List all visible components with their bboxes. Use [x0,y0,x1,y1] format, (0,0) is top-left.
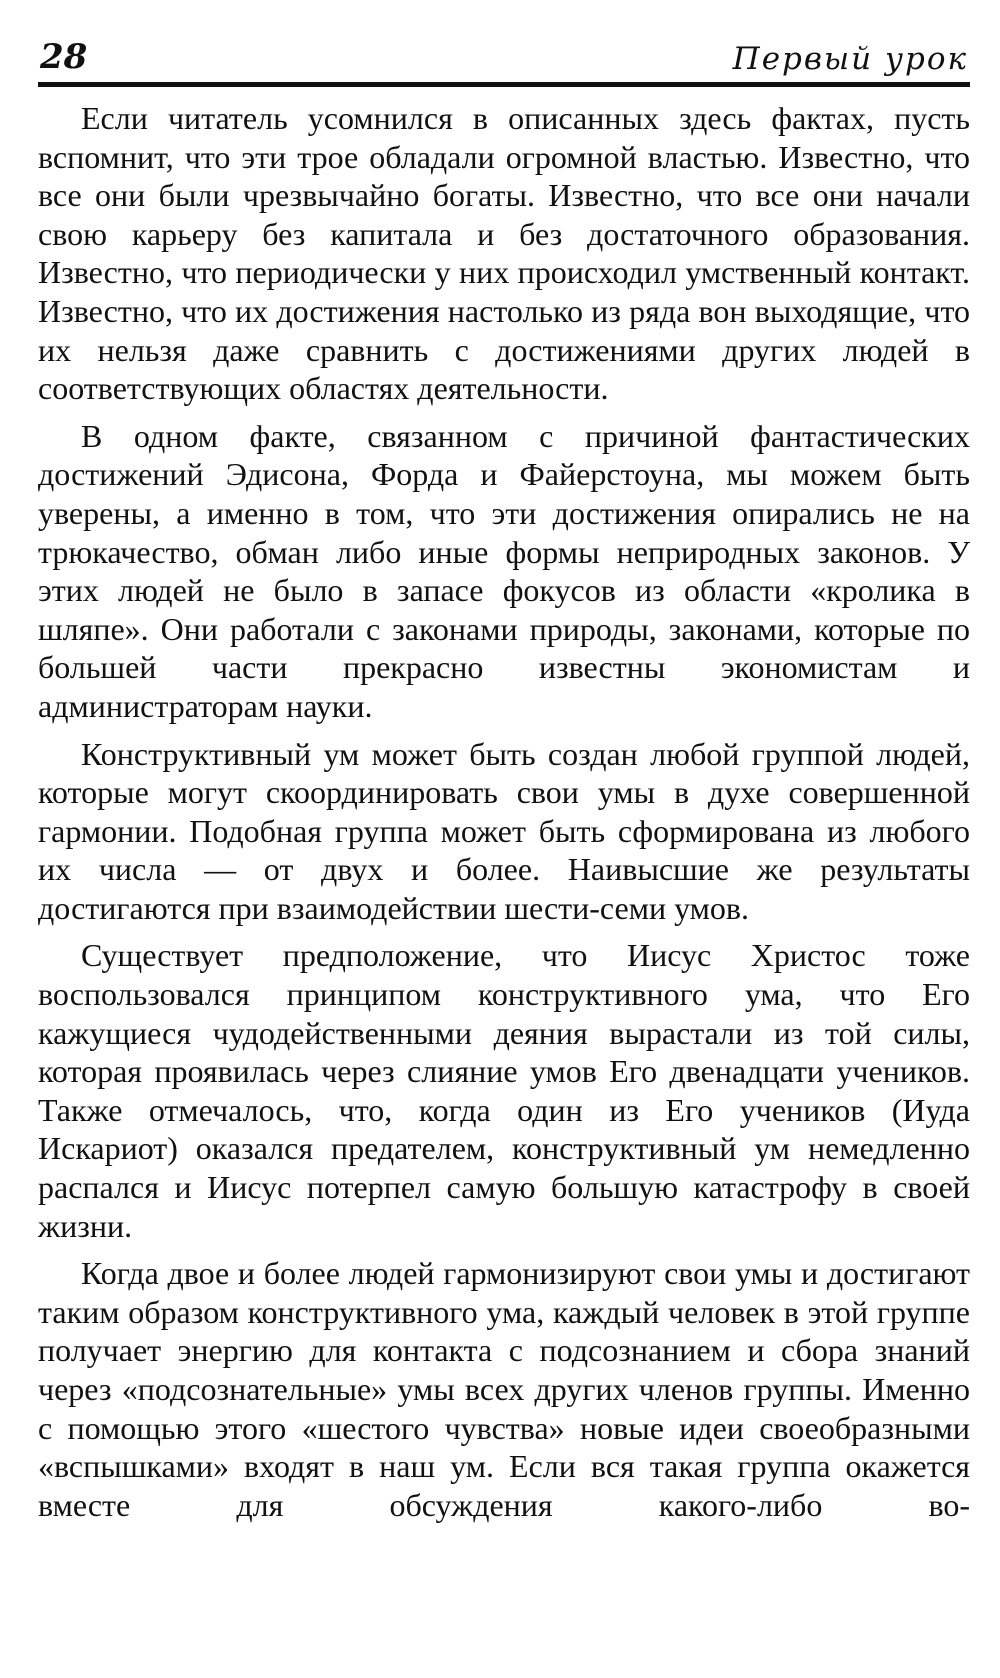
paragraph-constructive-mind: Конструктивный ум может быть создан любой группой людей, которые могут скоординировать свои умы в духе совершенной гармонии. Подобная группа может быть сформирована из любого их числа — от двух и более. Наивысшие же результаты достигаются при взаимодействии шести-семи умов. [38,735,970,926]
book-page [38,34,970,1524]
page-number: 28 [40,37,88,77]
paragraph-facts: Если читатель усомнился в описанных здесь фактах, пусть вспомнит, что эти трое обладали огромной властью. Известно, что все они были чрезвычайно богаты. Известно, что все они начали свою карьеру без капитала и без достаточного образования. Известно, что периодически у них происходил умственный контакт. Известно, что их достижения настолько из ряда вон выходящие, что их нельзя даже сравнить с достижениями других людей в соответствующих областях деятельности. [38,100,970,407]
paragraph-harmonized-minds: Когда двое и более людей гармонизируют свои умы и достигают таким образом конструктивного ума, каждый человек в этой группе получает энергию для контакта с подсознанием и сбора знаний через «подсознательные» умы всех других членов группы. Именно с помощью этого «шестого чувства» новые идеи своеобразными «вспышками» входят в наш ум. Если вся такая группа окажется вместе для обсуждения какого-либо во- [38,1255,970,1523]
body-text [38,99,970,1524]
paragraph-jesus-christ: Существует предположение, что Иисус Христос тоже воспользовался принципом конструктивного ума, что Его кажущиеся чудодейственными деяния вырастали из той силы, которая проявилась через слияние умов Его двенадцати учеников. Также отмечалось, что, когда один из Его учеников (Иуда Искариот) оказался предателем, конструктивный ум немедленно распался и Иисус потерпел самую большую катастрофу в своей жизни. [38,937,970,1244]
chapter-title: Первый урок [732,41,968,77]
running-head [38,34,970,87]
paragraph-achievements: В одном факте, связанном с причиной фантастических достижений Эдисона, Форда и Файерстоуна, мы можем быть уверены, а именно в том, что эти достижения опирались не на трюкачество, обман либо иные формы неприродных законов. У этих людей не было в запасе фокусов из области «кролика в шляпе». Они работали с законами природы, законами, которые по большей части прекрасно известны экономистам и администраторам науки. [38,417,970,724]
